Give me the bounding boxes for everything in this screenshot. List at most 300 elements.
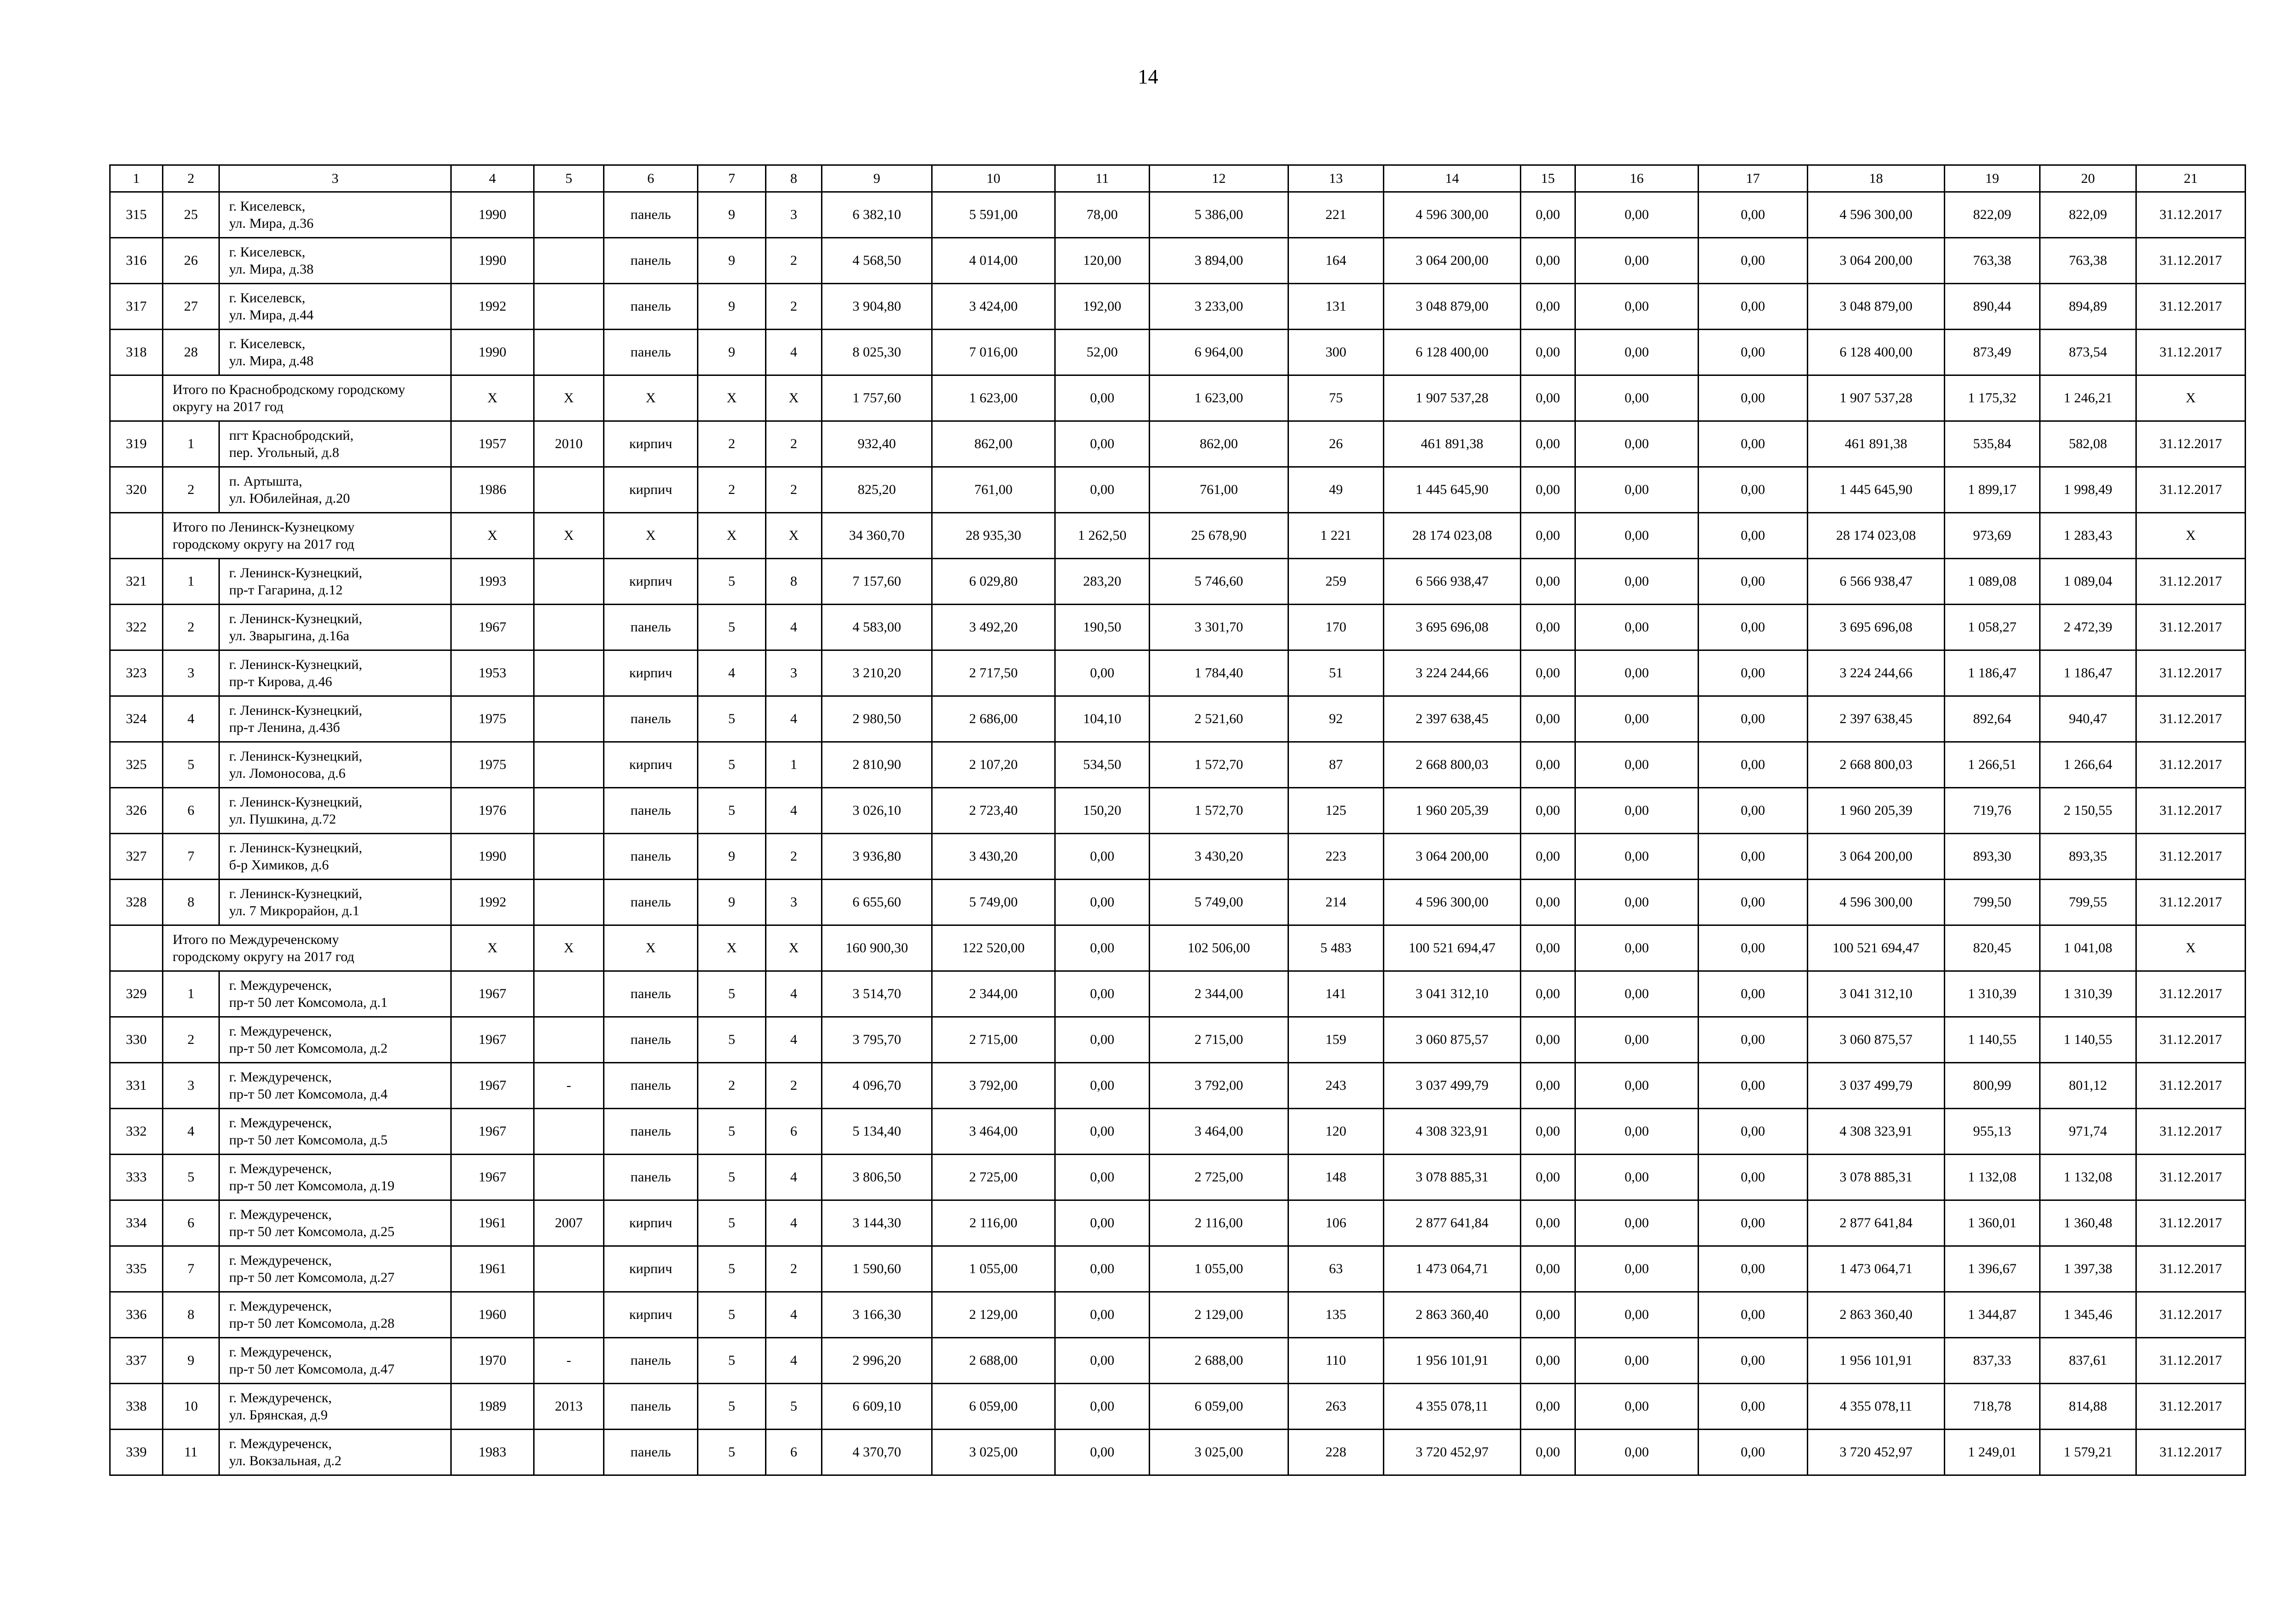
table-cell: 4 014,00: [932, 238, 1055, 284]
address-cell: г. Междуреченск, пр-т 50 лет Комсомола, д.47: [219, 1338, 451, 1384]
table-cell: 2 150,55: [2040, 788, 2136, 834]
table-cell: 92: [1288, 696, 1384, 742]
table-cell: 1 623,00: [932, 375, 1055, 421]
table-cell: 932,40: [822, 421, 932, 467]
table-cell: 3 025,00: [1150, 1430, 1288, 1475]
table-cell: [534, 971, 604, 1017]
table-cell: 1 757,60: [822, 375, 932, 421]
table-cell: 28 174 023,08: [1808, 513, 1945, 559]
table-cell: 0,00: [1055, 1246, 1150, 1292]
table-cell: 31.12.2017: [2136, 238, 2246, 284]
table-cell: 0,00: [1521, 925, 1575, 971]
table-cell: 763,38: [1945, 238, 2040, 284]
table-cell: 6 128 400,00: [1808, 330, 1945, 375]
table-cell: 2: [766, 834, 822, 880]
table-cell: 0,00: [1575, 1155, 1699, 1200]
table-cell: 0,00: [1575, 330, 1699, 375]
table-cell: 2: [163, 467, 219, 513]
table-cell: 0,00: [1055, 925, 1150, 971]
table-cell: 894,89: [2040, 284, 2136, 330]
table-cell: панель: [604, 238, 698, 284]
table-cell: 317: [110, 284, 163, 330]
table-cell: 4: [766, 1155, 822, 1200]
table-cell: 0,00: [1699, 513, 1808, 559]
table-cell: 11: [163, 1430, 219, 1475]
table-cell: 3 806,50: [822, 1155, 932, 1200]
table-cell: 2 344,00: [1150, 971, 1288, 1017]
table-cell: кирпич: [604, 1246, 698, 1292]
table-cell: 4: [163, 1109, 219, 1155]
table-cell: X: [766, 513, 822, 559]
address-cell: г. Ленинск-Кузнецкий, пр-т Ленина, д.43б: [219, 696, 451, 742]
header-row: [110, 165, 2246, 192]
table-row: [110, 1246, 2246, 1292]
column-header: 19: [1945, 165, 2040, 192]
table-cell: 955,13: [1945, 1109, 2040, 1155]
table-cell: [534, 284, 604, 330]
table-cell: 106: [1288, 1200, 1384, 1246]
table-cell: 0,00: [1575, 238, 1699, 284]
table-cell: 5: [163, 1155, 219, 1200]
table-cell: 6 382,10: [822, 192, 932, 238]
table-cell: 31.12.2017: [2136, 1109, 2246, 1155]
table-cell: кирпич: [604, 742, 698, 788]
table-row: [110, 1063, 2246, 1109]
table-cell: 3 026,10: [822, 788, 932, 834]
table-cell: 800,99: [1945, 1063, 2040, 1109]
table-cell: 3 464,00: [932, 1109, 1055, 1155]
table-cell: 6 059,00: [1150, 1384, 1288, 1430]
table-row: [110, 788, 2246, 834]
table-cell: 1993: [451, 559, 534, 605]
table-cell: 7 016,00: [932, 330, 1055, 375]
table-cell: 7: [163, 834, 219, 880]
table-cell: 8: [163, 880, 219, 925]
table-cell: 1 623,00: [1150, 375, 1288, 421]
table-cell: 0,00: [1521, 1430, 1575, 1475]
table-cell: 1 089,08: [1945, 559, 2040, 605]
table-cell: 1 360,48: [2040, 1200, 2136, 1246]
table-cell: 120,00: [1055, 238, 1150, 284]
table-cell: 3 060 875,57: [1384, 1017, 1521, 1063]
table-cell: [534, 1430, 604, 1475]
table-cell: 0,00: [1521, 742, 1575, 788]
table-row: [110, 971, 2246, 1017]
table-cell: 4 568,50: [822, 238, 932, 284]
table-cell: 837,33: [1945, 1338, 2040, 1384]
table-cell: 0,00: [1521, 788, 1575, 834]
table-cell: 890,44: [1945, 284, 2040, 330]
table-cell: 0,00: [1575, 375, 1699, 421]
table-cell: 214: [1288, 880, 1384, 925]
table-cell: 1 186,47: [1945, 650, 2040, 696]
address-cell: г. Междуреченск, пр-т 50 лет Комсомола, д.4: [219, 1063, 451, 1109]
address-cell: г. Ленинск-Кузнецкий, ул. Ломоносова, д.6: [219, 742, 451, 788]
table-cell: 3 792,00: [932, 1063, 1055, 1109]
column-header: 14: [1384, 165, 1521, 192]
table-cell: панель: [604, 788, 698, 834]
table-cell: 31.12.2017: [2136, 1430, 2246, 1475]
table-cell: 862,00: [932, 421, 1055, 467]
table-cell: X: [534, 513, 604, 559]
table-cell: панель: [604, 696, 698, 742]
table-cell: 0,00: [1699, 742, 1808, 788]
table-cell: 5: [698, 1200, 766, 1246]
address-cell: г. Междуреченск, пр-т 50 лет Комсомола, д.28: [219, 1292, 451, 1338]
address-cell: г. Междуреченск, пр-т 50 лет Комсомола, д.2: [219, 1017, 451, 1063]
table-cell: 0,00: [1699, 238, 1808, 284]
table-cell: 333: [110, 1155, 163, 1200]
table-cell: 825,20: [822, 467, 932, 513]
table-cell: 761,00: [932, 467, 1055, 513]
table-cell: 2 717,50: [932, 650, 1055, 696]
address-cell: г. Киселевск, ул. Мира, д.36: [219, 192, 451, 238]
table-cell: 0,00: [1699, 330, 1808, 375]
table-cell: 1: [163, 421, 219, 467]
table-cell: 159: [1288, 1017, 1384, 1063]
table-cell: 120: [1288, 1109, 1384, 1155]
table-cell: 1 345,46: [2040, 1292, 2136, 1338]
table-cell: 31.12.2017: [2136, 284, 2246, 330]
table-cell: 110: [1288, 1338, 1384, 1384]
table-cell: 0,00: [1575, 1292, 1699, 1338]
table-row: [110, 1292, 2246, 1338]
table-cell: 0,00: [1575, 605, 1699, 650]
address-cell: г. Междуреченск, пр-т 50 лет Комсомола, д.5: [219, 1109, 451, 1155]
table-cell: 2 397 638,45: [1384, 696, 1521, 742]
table-cell: 31.12.2017: [2136, 1017, 2246, 1063]
table-cell: 0,00: [1521, 467, 1575, 513]
table-cell: 719,76: [1945, 788, 2040, 834]
column-header: 20: [2040, 165, 2136, 192]
table-cell: 2 397 638,45: [1808, 696, 1945, 742]
table-cell: 223: [1288, 834, 1384, 880]
table-cell: 1967: [451, 971, 534, 1017]
table-cell: X: [534, 375, 604, 421]
table-cell: 5 386,00: [1150, 192, 1288, 238]
table-cell: 0,00: [1575, 925, 1699, 971]
table-cell: 0,00: [1575, 559, 1699, 605]
table-cell: 3 492,20: [932, 605, 1055, 650]
table-cell: 6 059,00: [932, 1384, 1055, 1430]
table-cell: 2 107,20: [932, 742, 1055, 788]
table-cell: 190,50: [1055, 605, 1150, 650]
table-cell: 1 899,17: [1945, 467, 2040, 513]
table-cell: [110, 925, 163, 971]
table-cell: 3: [766, 650, 822, 696]
table-cell: 2 863 360,40: [1384, 1292, 1521, 1338]
total-row: [110, 925, 2246, 971]
table-cell: 9: [698, 284, 766, 330]
table-cell: 0,00: [1055, 375, 1150, 421]
column-header: 13: [1288, 165, 1384, 192]
table-cell: 63: [1288, 1246, 1384, 1292]
table-cell: 1 132,08: [2040, 1155, 2136, 1200]
table-cell: 1 055,00: [932, 1246, 1055, 1292]
table-cell: 1975: [451, 742, 534, 788]
table-cell: 2 715,00: [1150, 1017, 1288, 1063]
table-cell: 31.12.2017: [2136, 1292, 2246, 1338]
table-cell: 3 904,80: [822, 284, 932, 330]
table-cell: 3: [766, 192, 822, 238]
table-cell: 0,00: [1575, 192, 1699, 238]
address-cell: г. Междуреченск, пр-т 50 лет Комсомола, д.27: [219, 1246, 451, 1292]
table-cell: 2: [698, 1063, 766, 1109]
table-cell: 221: [1288, 192, 1384, 238]
table-cell: 2 877 641,84: [1384, 1200, 1521, 1246]
table-cell: 1 058,27: [1945, 605, 2040, 650]
table-cell: [534, 330, 604, 375]
table-cell: 7 157,60: [822, 559, 932, 605]
table-cell: 5 483: [1288, 925, 1384, 971]
table-cell: 0,00: [1055, 1109, 1150, 1155]
table-cell: 1 956 101,91: [1384, 1338, 1521, 1384]
table-cell: 822,09: [2040, 192, 2136, 238]
table-cell: 0,00: [1699, 880, 1808, 925]
table-cell: 1 283,43: [2040, 513, 2136, 559]
table-cell: 5: [698, 1246, 766, 1292]
table-cell: [534, 1109, 604, 1155]
table-cell: 3 037 499,79: [1384, 1063, 1521, 1109]
address-cell: г. Киселевск, ул. Мира, д.44: [219, 284, 451, 330]
table-cell: 0,00: [1521, 1063, 1575, 1109]
table-cell: 2013: [534, 1384, 604, 1430]
table-cell: 3 025,00: [932, 1430, 1055, 1475]
table-cell: 329: [110, 971, 163, 1017]
table-cell: 28 174 023,08: [1384, 513, 1521, 559]
table-cell: 0,00: [1575, 971, 1699, 1017]
table-cell: 4 355 078,11: [1808, 1384, 1945, 1430]
table-cell: 6 566 938,47: [1384, 559, 1521, 605]
column-header: 10: [932, 165, 1055, 192]
table-cell: 1992: [451, 880, 534, 925]
table-cell: 0,00: [1055, 880, 1150, 925]
table-cell: X: [604, 513, 698, 559]
table-cell: 1 396,67: [1945, 1246, 2040, 1292]
table-cell: 0,00: [1699, 421, 1808, 467]
table-cell: 2: [766, 1063, 822, 1109]
table-cell: 100 521 694,47: [1384, 925, 1521, 971]
table-cell: 9: [698, 834, 766, 880]
table-cell: 0,00: [1575, 834, 1699, 880]
table-cell: 0,00: [1699, 925, 1808, 971]
table-cell: 326: [110, 788, 163, 834]
table-cell: 3 224 244,66: [1384, 650, 1521, 696]
table-cell: 0,00: [1699, 1246, 1808, 1292]
table-cell: 0,00: [1055, 1200, 1150, 1246]
table-cell: 1 473 064,71: [1808, 1246, 1945, 1292]
table-cell: 0,00: [1521, 513, 1575, 559]
table-cell: 1990: [451, 834, 534, 880]
table-row: [110, 1430, 2246, 1475]
table-cell: 4 583,00: [822, 605, 932, 650]
table-cell: 321: [110, 559, 163, 605]
table-cell: 9: [163, 1338, 219, 1384]
table-cell: 148: [1288, 1155, 1384, 1200]
table-cell: 0,00: [1521, 1109, 1575, 1155]
table-cell: 9: [698, 192, 766, 238]
table-cell: 0,00: [1521, 1292, 1575, 1338]
table-cell: 8: [163, 1292, 219, 1338]
table-cell: 31.12.2017: [2136, 742, 2246, 788]
table-cell: 25 678,90: [1150, 513, 1288, 559]
column-header: 16: [1575, 165, 1699, 192]
table-cell: 2: [766, 421, 822, 467]
table-cell: 2 863 360,40: [1808, 1292, 1945, 1338]
table-cell: 0,00: [1055, 1384, 1150, 1430]
table-cell: 0,00: [1055, 421, 1150, 467]
table-cell: 170: [1288, 605, 1384, 650]
table-cell: 0,00: [1521, 1200, 1575, 1246]
table-cell: 1967: [451, 1017, 534, 1063]
table-row: [110, 650, 2246, 696]
table-cell: 2 686,00: [932, 696, 1055, 742]
table-cell: 973,69: [1945, 513, 2040, 559]
table-cell: 0,00: [1055, 650, 1150, 696]
table-cell: 320: [110, 467, 163, 513]
table-cell: панель: [604, 834, 698, 880]
table-cell: [534, 1246, 604, 1292]
address-cell: г. Ленинск-Кузнецкий, ул. Зварыгина, д.16а: [219, 605, 451, 650]
table-cell: 0,00: [1699, 605, 1808, 650]
table-cell: 1 960 205,39: [1384, 788, 1521, 834]
table-cell: 0,00: [1521, 192, 1575, 238]
table-cell: 1 344,87: [1945, 1292, 2040, 1338]
table-cell: 1976: [451, 788, 534, 834]
table-cell: 125: [1288, 788, 1384, 834]
table-cell: 2: [698, 467, 766, 513]
table-cell: панель: [604, 1109, 698, 1155]
column-header: 18: [1808, 165, 1945, 192]
table-cell: 1986: [451, 467, 534, 513]
table-cell: 4 308 323,91: [1808, 1109, 1945, 1155]
table-cell: 1967: [451, 605, 534, 650]
table-cell: 0,00: [1699, 1292, 1808, 1338]
table-cell: 4 308 323,91: [1384, 1109, 1521, 1155]
table-cell: X: [451, 375, 534, 421]
table-cell: 2 521,60: [1150, 696, 1288, 742]
table-cell: 0,00: [1521, 330, 1575, 375]
table-cell: 1957: [451, 421, 534, 467]
table-cell: 1990: [451, 330, 534, 375]
table-cell: 338: [110, 1384, 163, 1430]
table-cell: 2: [766, 467, 822, 513]
table-cell: 3 041 312,10: [1384, 971, 1521, 1017]
table-cell: 0,00: [1521, 1246, 1575, 1292]
table-cell: 3 464,00: [1150, 1109, 1288, 1155]
table-row: [110, 1338, 2246, 1384]
table-cell: 1 249,01: [1945, 1430, 2040, 1475]
table-cell: 3 695 696,08: [1808, 605, 1945, 650]
table-cell: 892,64: [1945, 696, 2040, 742]
table-cell: 6 128 400,00: [1384, 330, 1521, 375]
column-header: 8: [766, 165, 822, 192]
table-cell: 2: [766, 284, 822, 330]
column-header: 12: [1150, 165, 1288, 192]
table-row: [110, 284, 2246, 330]
table-cell: 164: [1288, 238, 1384, 284]
table-cell: 5 746,60: [1150, 559, 1288, 605]
table-cell: 9: [698, 880, 766, 925]
table-cell: 1: [766, 742, 822, 788]
table-cell: 339: [110, 1430, 163, 1475]
table-cell: 8 025,30: [822, 330, 932, 375]
table-cell: 31.12.2017: [2136, 330, 2246, 375]
table-cell: 3 695 696,08: [1384, 605, 1521, 650]
table-cell: 3 210,20: [822, 650, 932, 696]
table-cell: 3 064 200,00: [1808, 238, 1945, 284]
table-cell: 31.12.2017: [2136, 971, 2246, 1017]
table-cell: 331: [110, 1063, 163, 1109]
table-cell: 3 041 312,10: [1808, 971, 1945, 1017]
table-row: [110, 605, 2246, 650]
table-cell: 0,00: [1699, 650, 1808, 696]
table-cell: 1 262,50: [1055, 513, 1150, 559]
table-cell: [534, 192, 604, 238]
table-cell: [534, 696, 604, 742]
table-cell: 2 725,00: [1150, 1155, 1288, 1200]
table-cell: 6 609,10: [822, 1384, 932, 1430]
table-cell: 0,00: [1699, 284, 1808, 330]
table-cell: 3 064 200,00: [1384, 238, 1521, 284]
table-cell: 3 224 244,66: [1808, 650, 1945, 696]
table-cell: 2 688,00: [932, 1338, 1055, 1384]
table-cell: X: [2136, 925, 2246, 971]
table-cell: 1 140,55: [2040, 1017, 2136, 1063]
table-cell: 28: [163, 330, 219, 375]
table-cell: 5: [698, 1017, 766, 1063]
table-cell: 1 310,39: [1945, 971, 2040, 1017]
table-cell: 31.12.2017: [2136, 192, 2246, 238]
address-cell: г. Междуреченск, ул. Брянская, д.9: [219, 1384, 451, 1430]
table-cell: 0,00: [1521, 559, 1575, 605]
table-cell: 25: [163, 192, 219, 238]
table-cell: 1 132,08: [1945, 1155, 2040, 1200]
table-cell: 5 749,00: [932, 880, 1055, 925]
table-cell: 337: [110, 1338, 163, 1384]
table-cell: [534, 880, 604, 925]
table-cell: X: [534, 925, 604, 971]
column-header: 4: [451, 165, 534, 192]
table-cell: 3: [163, 1063, 219, 1109]
table-cell: X: [2136, 375, 2246, 421]
table-cell: 327: [110, 834, 163, 880]
table-cell: 1 089,04: [2040, 559, 2136, 605]
table-cell: 4 596 300,00: [1808, 880, 1945, 925]
table-cell: 2010: [534, 421, 604, 467]
table-cell: 5: [163, 742, 219, 788]
table-cell: 3 037 499,79: [1808, 1063, 1945, 1109]
table-cell: 0,00: [1521, 1017, 1575, 1063]
table-cell: [534, 834, 604, 880]
table-cell: 2 472,39: [2040, 605, 2136, 650]
table-cell: 0,00: [1575, 1430, 1699, 1475]
table-cell: 6 655,60: [822, 880, 932, 925]
table-row: [110, 238, 2246, 284]
table-cell: 1 310,39: [2040, 971, 2136, 1017]
table-cell: 2 688,00: [1150, 1338, 1288, 1384]
table-cell: 5: [698, 1384, 766, 1430]
table-cell: 3 792,00: [1150, 1063, 1288, 1109]
table-row: [110, 1155, 2246, 1200]
table-cell: 1: [163, 559, 219, 605]
table-row: [110, 1017, 2246, 1063]
table-cell: 75: [1288, 375, 1384, 421]
table-cell: 0,00: [1055, 467, 1150, 513]
table-cell: 5: [698, 1430, 766, 1475]
column-header: 7: [698, 165, 766, 192]
table-cell: 1 473 064,71: [1384, 1246, 1521, 1292]
